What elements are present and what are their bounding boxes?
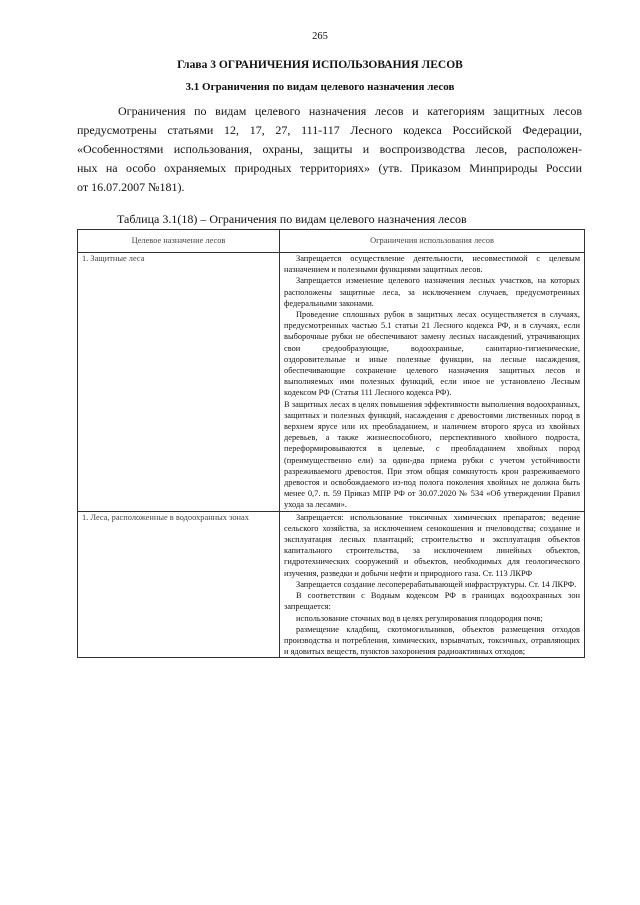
intro-paragraph: [77, 102, 582, 197]
restriction-paragraph: В соответствии с Водным кодексом РФ в границах водоохранных зон запрещается:: [284, 591, 580, 612]
intro-line: Ограничения по видам целевого назначения лесов и категориям защитных лесов: [118, 104, 582, 118]
row-restrictions: [280, 511, 585, 658]
intro-line: от 16.07.2007 №181).: [77, 180, 185, 194]
intro-line: ных на особо охраняемых природных территориях» (утв. Приказом Минприроды России: [77, 161, 582, 175]
restriction-paragraph: Запрещается осуществление деятельности, несовместимой с целевым назначением и полезными функциями защитных лесов.: [284, 254, 580, 275]
row-label: 1. Леса, расположенные в водоохранных зонах: [78, 511, 280, 658]
row-label: 1. Защитные леса: [78, 253, 280, 512]
table-caption: Таблица 3.1(18) – Ограничения по видам целевого назначения лесов: [117, 212, 467, 226]
section-title: 3.1 Ограничения по видам целевого назначения лесов: [185, 81, 455, 93]
restriction-paragraph: В защитных лесах в целях повышения эффективности выполнения водоохранных, защитных и полезных функций, насаждения с древостоями лиственных пород в верхнем ярусе или их преобладанием, и наличием второго яруса из хвойных деревьев, а также жизнеспособного, перспективного хвойного подроста, переформировываются в целевые, с преобладанием хвойных пород (преимущественно ели) за один-два приема рубки с учетом устойчивости разреживаемого древостоя. При этом общая сомкнутость крон разреживаемого древостоя и освобождаемого из-под полога поколения хвойных не должна быть менее 0,7. п. 59 Приказ МПР РФ от 30.07.2020 № 534 «Об утверждении Правил ухода за лесами».: [284, 399, 580, 510]
restriction-paragraph: Запрещается изменение целевого назначения лесных участков, на которых расположены защитные леса, за исключением случаев, предусмотренных федеральными законами.: [284, 276, 580, 308]
restriction-paragraph: Проведение сплошных рубок в защитных лесах осуществляется в случаях, предусмотренных частью 5.1 статьи 21 Лесного кодекса РФ, и в случаях, если выборочные рубки не обеспечивают замену лесных насаждений, утрачивающих свои средообразующие, водоохранные, санитарно-гигиенические, оздоровительные и иные полезные функции, на лесные насаждения, обеспечивающие сохранение целевого назначения защитных лесов и выполняемых ими полезных функций, если иное не установлено Лесным кодексом РФ (Статья 111 Лесного кодекса РФ).: [284, 310, 580, 398]
column-header-restrictions: Ограничения использования лесов: [280, 230, 585, 253]
restrictions-table: [77, 229, 585, 658]
restriction-paragraph: Запрещается: использование токсичных химических препаратов; ведение сельского хозяйства, за исключением сенокошения и пчеловодства; создание и эксплуатация лесных плантаций; строительство и эксплуатация объектов капитального строительства, за исключением линейных объектов, гидротехнических сооружений и объектов, необходимых для геологического изучения, разведки и добычи нефти и природного газа. Ст. 113 ЛКРФ: [284, 512, 580, 578]
chapter-title: Глава 3 ОГРАНИЧЕНИЯ ИСПОЛЬЗОВАНИЯ ЛЕСОВ: [177, 59, 463, 71]
intro-line: «Особенностями использования, охраны, защиты и воспроизводства лесов, расположен-: [77, 142, 582, 156]
page-number: 265: [312, 31, 328, 42]
intro-line: предусмотрены статьями 12, 17, 27, 111-117 Лесного кодекса Российской Федерации,: [77, 123, 582, 137]
table-row: [78, 511, 585, 658]
restriction-paragraph: размещение кладбищ, скотомогильников, объектов размещения отходов производства и потребления, химических, взрывчатых, токсичных, отравляющих и ядовитых веществ, пунктов захоронения радиоактивных отходов;: [284, 624, 580, 657]
column-header-purpose: Целевое назначение лесов: [78, 230, 280, 253]
restriction-paragraph: Запрещается создание лесоперерабатывающей инфраструктуры. Ст. 14 ЛКРФ.: [296, 579, 577, 589]
table-row: [78, 253, 585, 512]
restriction-paragraph: использование сточных вод в целях регулирования плодородия почв;: [296, 613, 543, 623]
row-restrictions: [280, 253, 585, 512]
table-header-row: [78, 230, 585, 253]
